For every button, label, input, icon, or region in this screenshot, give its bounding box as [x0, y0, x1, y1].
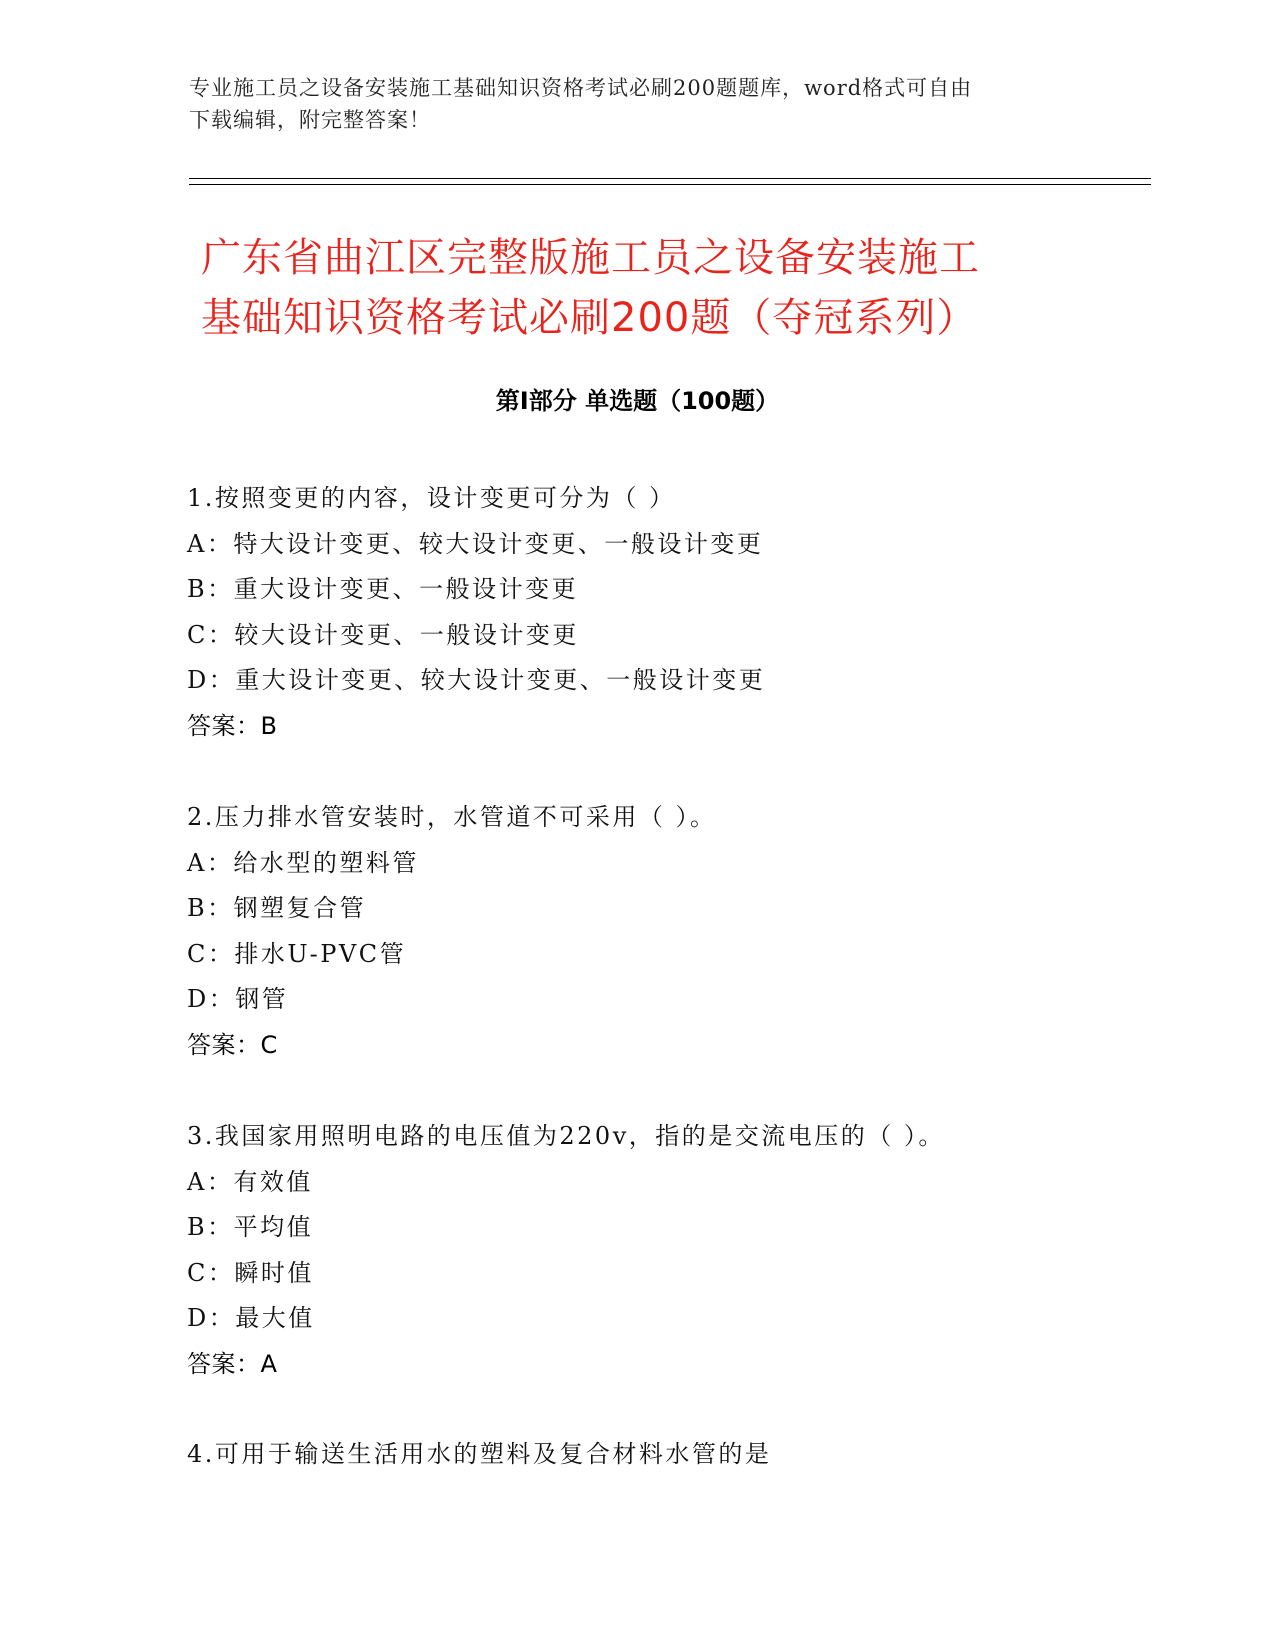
question-1	[187, 476, 1147, 749]
document-title-line-1: 广东省曲江区完整版施工员之设备安装施工	[201, 235, 980, 281]
option-a: A：特大设计变更、较大设计变更、一般设计变更	[187, 529, 764, 558]
option-d: D：钢管	[187, 985, 289, 1013]
option-b: B：钢塑复合管	[187, 894, 367, 922]
option-c: C：排水U-PVC管	[187, 939, 407, 968]
option-c: C：较大设计变更、一般设计变更	[187, 620, 579, 649]
answer-line: 答案：C	[187, 1030, 278, 1059]
option-d: D：重大设计变更、较大设计变更、一般设计变更	[187, 666, 766, 694]
header-note-line-2: 下载编辑，附完整答案！	[189, 108, 431, 132]
header-note-line-1: 专业施工员之设备安装施工基础知识资格考试必刷200题题库，word格式可自由	[189, 76, 973, 100]
header-rule-bottom	[189, 184, 1151, 185]
question-3	[187, 1114, 1147, 1387]
option-c: C：瞬时值	[187, 1258, 314, 1287]
question-stem: 4.可用于输送生活用水的塑料及复合材料水管的是	[187, 1440, 772, 1468]
option-a: A：给水型的塑料管	[187, 848, 419, 877]
header-note	[189, 72, 1069, 136]
document-title	[201, 228, 1121, 348]
option-b: B：平均值	[187, 1213, 314, 1241]
question-stem: 2.压力排水管安装时，水管道不可采用（ ）。	[187, 803, 717, 831]
option-b: B：重大设计变更、一般设计变更	[187, 575, 579, 603]
question-stem: 3.我国家用照明电路的电压值为220v，指的是交流电压的（ ）。	[187, 1122, 945, 1150]
option-a: A：有效值	[187, 1167, 313, 1196]
option-d: D：最大值	[187, 1304, 315, 1332]
answer-line: 答案：B	[187, 711, 278, 740]
question-4	[187, 1432, 1147, 1478]
header-rule-top	[189, 178, 1151, 179]
question-2	[187, 795, 1147, 1068]
answer-line: 答案：A	[187, 1349, 278, 1378]
question-stem: 1.按照变更的内容，设计变更可分为（ ）	[187, 484, 676, 512]
document-title-line-2: 基础知识资格考试必刷200题（夺冠系列）	[201, 295, 978, 341]
section-heading: 第Ⅰ部分 单选题（100题）	[495, 387, 780, 415]
